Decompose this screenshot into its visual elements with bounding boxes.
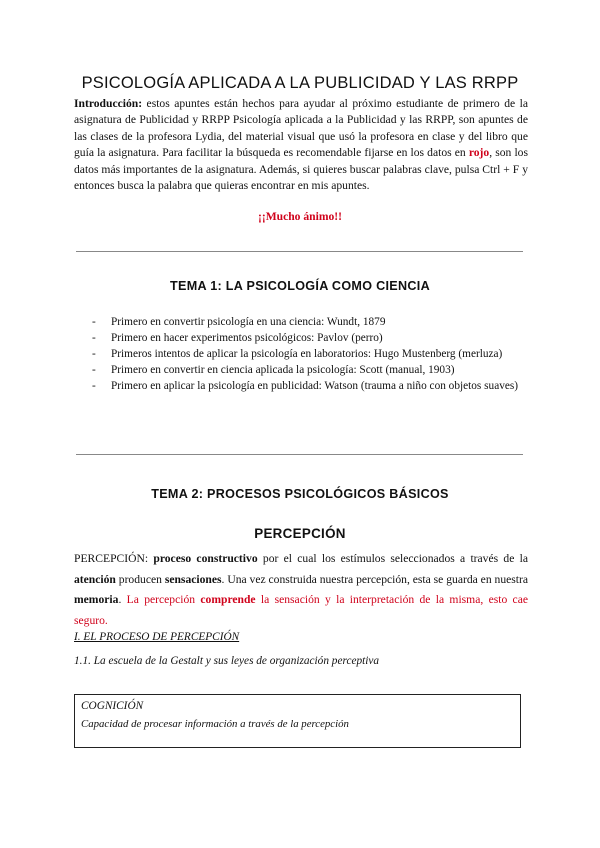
tema2-subtitle: PERCEPCIÓN	[254, 526, 346, 541]
list-item: - Primeros intentos de aplicar la psicología en laboratorios: Hugo Mustenberg (merluza)	[92, 348, 503, 360]
intro-text-1: estos apuntes están hechos para ayudar al próximo estudiante de primero de la asignatura de Publicidad y RRPP Psicología aplicada a la Publicidad y las RRPP, son apuntes de las clases de la profesora Lydia, del material visual que usó la profesora en clase y del libro que guía la asignatura. Para facilitar la búsqueda es recomendable fijarse en los datos en	[74, 97, 528, 160]
divider-2	[76, 454, 523, 455]
list-item: - Primero en convertir psicología en una ciencia: Wundt, 1879	[92, 316, 386, 328]
tema1-list	[92, 314, 528, 394]
box-title: COGNICIÓN	[81, 700, 144, 712]
box-text: Capacidad de procesar información a través de la percepción	[81, 718, 349, 730]
intro-label: Introducción:	[74, 97, 143, 110]
intro-paragraph	[74, 96, 528, 194]
cheer-text: ¡¡Mucho ánimo!!	[257, 210, 343, 223]
tema1-title: TEMA 1: LA PSICOLOGÍA COMO CIENCIA	[170, 279, 430, 293]
section-heading-1-1: 1.1. La escuela de la Gestalt y sus leyes de organización perceptiva	[74, 655, 380, 667]
intro-highlight-red: rojo	[468, 146, 490, 160]
list-item: - Primero en aplicar la psicología en publicidad: Watson (trauma a niño con objetos suaves)	[92, 380, 519, 392]
tema2-title: TEMA 2: PROCESOS PSICOLÓGICOS BÁSICOS	[151, 487, 449, 501]
list-item: - Primero en convertir en ciencia aplicada la psicología: Scott (manual, 1903)	[92, 364, 455, 376]
definition-paragraph: PERCEPCIÓN: proceso constructivo por el cual los estímulos seleccionados a través de la atención producen sensaciones. Una vez construida nuestra percepción, esta se guarda en nuestra memoria. La percepción comprende la sensación y la interpretación de la misma, esto cae seguro.	[74, 552, 529, 627]
divider-1	[76, 251, 523, 252]
document-title: PSICOLOGÍA APLICADA A LA PUBLICIDAD Y LAS RRPP	[81, 74, 519, 92]
intro-text-2: , son los datos más importantes de la asignatura. Además, si quieres buscar palabras clave, pulsa Ctrl + F y entonces busca la palabra que quieras encontrar en mis apuntes.	[74, 146, 528, 193]
cognicion-box	[74, 694, 521, 748]
section-heading-1: I. EL PROCESO DE PERCEPCIÓN	[74, 631, 240, 643]
list-item: - Primero en hacer experimentos psicológicos: Pavlov (perro)	[92, 332, 383, 344]
